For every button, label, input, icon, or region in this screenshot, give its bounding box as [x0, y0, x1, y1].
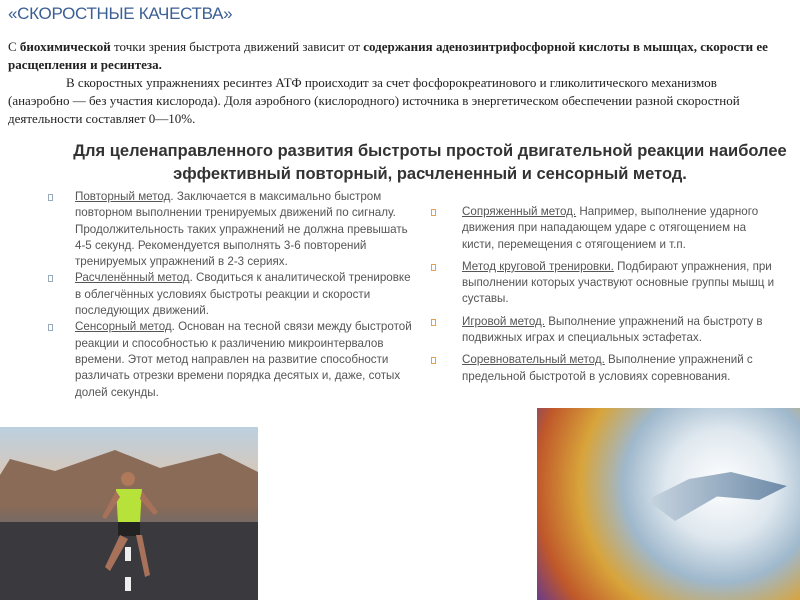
- emphasis: содержания аденозинтрифосфорной кислоты в мышцах, скорости ее расщепления и ресинтеза.: [8, 39, 768, 72]
- slide-title: «СКОРОСТНЫЕ КАЧЕСТВА»: [8, 4, 233, 23]
- bullet-icon: [431, 357, 436, 364]
- bullet-icon: [48, 324, 53, 331]
- emphasis: биохимической: [19, 39, 111, 54]
- method-text: Выполнение упражнений на быстроту в подвижных играх и специальных эстафетах.: [462, 314, 763, 345]
- method-name: Сопряженный метод.: [462, 205, 577, 218]
- list-item: [48, 189, 413, 270]
- method-name: Соревновательный метод.: [462, 353, 605, 367]
- athlete-illustration: [537, 408, 800, 600]
- method-text: Например, выполнение ударного движения при нападающем ударе с отягощением на кисти, перемещения с отягощением и т.п.: [462, 205, 759, 251]
- method-text: . Заключается в максимально быстром повторном выполнении тренируемых движений по сигналу. Продолжительность таких упражнений не должна превышать 4-5 секунд. Рекомендуется выполнять 3-6 повторений тренируемых упражнений в 2-3 сериях.: [75, 190, 408, 269]
- list-item: [48, 319, 413, 400]
- method-text: Подбирают упражнения, при выполнении которых участвуют основные группы мышц и суставы.: [462, 259, 775, 306]
- method-name: Игровой метод.: [462, 314, 546, 328]
- bullet-icon: [431, 264, 436, 271]
- bullet-icon: [431, 319, 436, 326]
- method-text: . Основан на тесной связи между быстротой реакции и способностью к различению микроинтервалов времени. Этот метод направлен на развитие способности различать отрезки времени порядка десятых и, даже, сотых долей секунды.: [75, 320, 412, 399]
- athlete-figure: [647, 458, 787, 528]
- list-item: [428, 352, 778, 385]
- method-name: Расчленённый метод: [75, 271, 190, 285]
- bullet-icon: [48, 275, 53, 282]
- text: точки зрения быстрота движений зависит от: [110, 39, 364, 54]
- list-item: [428, 259, 778, 308]
- list-item: [48, 270, 413, 319]
- method-name: Повторный метод: [75, 190, 171, 203]
- text: В скоростных упражнениях ресинтез АТФ происходит за счет фосфорокреатинового и гликолитического механизмов (анаэробно — без участия кислорода). Доля аэробного (кислородного) источника в энергетическом обеспечении разной скоростной деятельности составляет 0—10%.: [8, 75, 740, 126]
- runner-photo: [0, 427, 258, 600]
- list-item: [428, 314, 778, 347]
- bullet-icon: [431, 209, 436, 216]
- method-text: . Сводиться к аналитической тренировке в облегчённых условиях быстроты реакции и скорости последующих движений.: [75, 271, 411, 318]
- runner-figure: [100, 467, 160, 587]
- intro-paragraph-1: [8, 38, 768, 74]
- method-text: Выполнение упражнений с предельной быстротой в условиях соревнования.: [462, 353, 753, 383]
- methods-list-left: [48, 189, 413, 401]
- methods-list-right: [428, 204, 778, 391]
- bullet-icon: [48, 194, 53, 201]
- section-heading: Для целенаправленного развития быстроты простой двигательной реакции наиболее эффективный повторный, расчлененный и сенсорный метод.: [73, 142, 787, 183]
- text: С: [8, 39, 20, 54]
- method-name: Метод круговой тренировки.: [462, 259, 614, 273]
- list-item: [428, 204, 778, 253]
- method-name: Сенсорный метод: [75, 320, 172, 334]
- intro-paragraph-2: [8, 74, 768, 128]
